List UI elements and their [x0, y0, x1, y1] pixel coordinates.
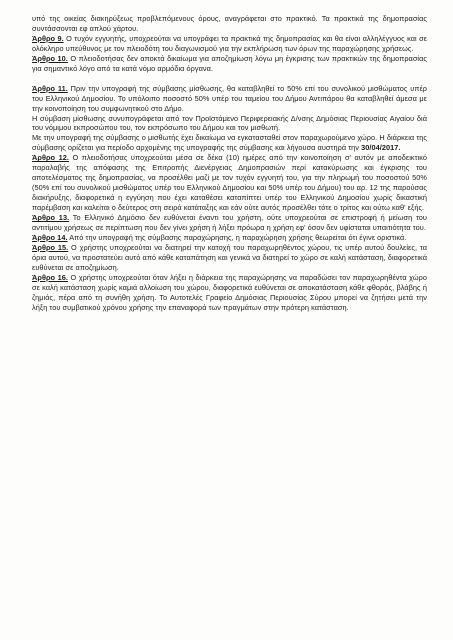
article-heading: Άρθρο 14.: [32, 232, 68, 242]
paragraph-body: Ο χρήστης υποχρεούται όταν λήξει η διάρκεια της παραχώρησης να παραδώσει τον παραχωρηθέντα χώρο σε καλή κατάσταση χωρίς καμιά αλλοίωση του χώρου, διαφορετικά ευθύνεται σε αποκατάσταση κάθε φθοράς, βλάβης ή ζημιάς, πέρα από τη συνήθη χρήση. Το Αυτοτελές Γραφείο Δημόσιας Περιουσίας Σύρου μπορεί να ζητήσει μετά την λήξη του συμβατικού χρόνου χρήσης την επαναφορά των πραγμάτων στην πρότερη κατάσταση.: [32, 272, 427, 312]
article-heading: Άρθρο 12.: [32, 153, 69, 163]
paragraph-body: Ο πλειοδοτήσας υποχρεούται μέσα σε δέκα (10) ημέρες από την κοινοποίηση σ' αυτόν με αποδεικτικό παραλαβής της απόφασης της Επιτροπής Διενέργειας Δημοπρασιών περί κατακύρωσης και έγκρισης του αποτελέσματος της δημοπρασίας, να προσέλθει μαζί με τον τυχόν εγγυητή του, για την πληρωμή του ποσοστού 50% (50% επί του συνολικού μισθώματος υπέρ του Ελληνικού Δημοσίου και 50% υπέρ του Δήμου) του αρ. 12 της παρούσας διακήρυξης, διαφορετικά η εγγύηση που έχει καταθέσει καταπίπτει υπέρ του Ελληνικού Δημοσίου χωρίς δικαστική παρέμβαση και καλείται ο δεύτερος στη σειρά κατάταξης και εάν ούτε αυτός προσέλθει τότε ο τρίτος και ούτω καθ' εξής.: [32, 153, 427, 213]
paragraph-body: Ο τυχόν εγγυητής, υποχρεούται να υπογράφει τα πρακτικά της δημοπρασίας και θα είναι αλληλέγγυος και σε ολόκληρο υπεύθυνος με τον πλειοδότη του διαγωνισμού για την εκπλήρωση των όρων της παραχώρησης χρήσεως.: [32, 33, 427, 53]
article-heading: Άρθρο 15.: [32, 242, 69, 252]
article-12: [32, 153, 427, 213]
article-14: [32, 233, 427, 243]
paragraph-continuation: [32, 14, 427, 34]
article-heading: Άρθρο 16.: [32, 272, 68, 282]
article-heading: Άρθρο 11.: [32, 83, 68, 93]
paragraph-body: Το Ελληνικό Δημόσιο δεν ευθύνεται έναντι του χρήστη, ούτε υποχρεούται σε επιστροφή ή μείωση του αντιτίμου χρήσεως σε περίπτωση που δεν γίνει χρήση ή λήξει πρόωρα η χρήση εφ' όσον δεν υφίσταται υπαιτιότητα του.: [32, 213, 428, 233]
paragraph-body: Πριν την υπογραφή της σύμβασης μίσθωσης, θα καταβληθεί το 50% επί του συνολικού μισθώματος υπέρ του Ελληνικού Δημοσίου. Το υπόλοιπο ποσοστό 50% υπέρ του ταμείου του Δήμου Αντιπάρου θα καταβληθεί άμεσα με την κοινοποίηση του συμφωνητικού στο Δήμο. Η σύμβαση μίσθωσης συνυπογράφεται από τον Προϊστάμενο Περιφερειακής Δ/νσης Δημόσιας Περιουσίας Αιγαίου διά του νόμιμου εκπροσώπου του, τον εκπρόσωπο του Δήμου και τον μισθωτή. Με την υπογραφή της σύμβασης ο μισθωτής έχει δικαίωμα να εγκατασταθεί στον παραχωρούμενο χώρο. Η διάρκεια της σύμβασης ορίζεται για περίοδο αρχομένης της υπογραφής της σύμβασης και λήγουσα αυστηρά την: [32, 83, 427, 153]
article-11: [32, 74, 427, 154]
paragraph-body: υπό της οικείας διακηρύξεως προβλεπόμενους όρους, αναγράφεται στο πρακτικό. Τα πρακτικά της δημοπρασίας συντάσσονται εφ απλού χάρτου.: [32, 14, 427, 33]
contract-end-date: 30/04/2017.: [361, 143, 401, 153]
article-16: [32, 273, 427, 313]
paragraph-body: Ο χρήστης υποχρεούται να διατηρεί την κατοχή του παραχωρηθέντος χώρου, τις υπέρ αυτού δουλείες, τα όρια αυτού, να προστατεύει αυτό από κάθε καταπάτηση και γενικά να διατηρεί το χώρο σε καλή κατάσταση, διαφορετικά ευθύνεται σε αποζημίωση.: [32, 242, 427, 272]
article-10: [32, 54, 427, 74]
paragraph-body: Ο πλειοδοτήσας δεν αποκτά δικαίωμα για αποζημίωση λόγω μη έγκρισης των πρακτικών της δημοπρασίας για σημαντικό λόγο από τα κατά νόμο αρμόδια όργανα.: [32, 53, 428, 73]
article-heading: Άρθρο 13.: [32, 213, 70, 223]
article-13: [32, 213, 427, 233]
article-heading: Άρθρο 10.: [32, 53, 68, 63]
article-9: [32, 34, 427, 54]
article-15: [32, 243, 427, 273]
paragraph-body: Από την υπογραφή της σύμβασης παραχώρησης, η παραχώρηση χρήσης θεωρείται ότι έγινε οριστικά.: [67, 232, 407, 242]
article-heading: Άρθρο 9.: [32, 33, 64, 43]
